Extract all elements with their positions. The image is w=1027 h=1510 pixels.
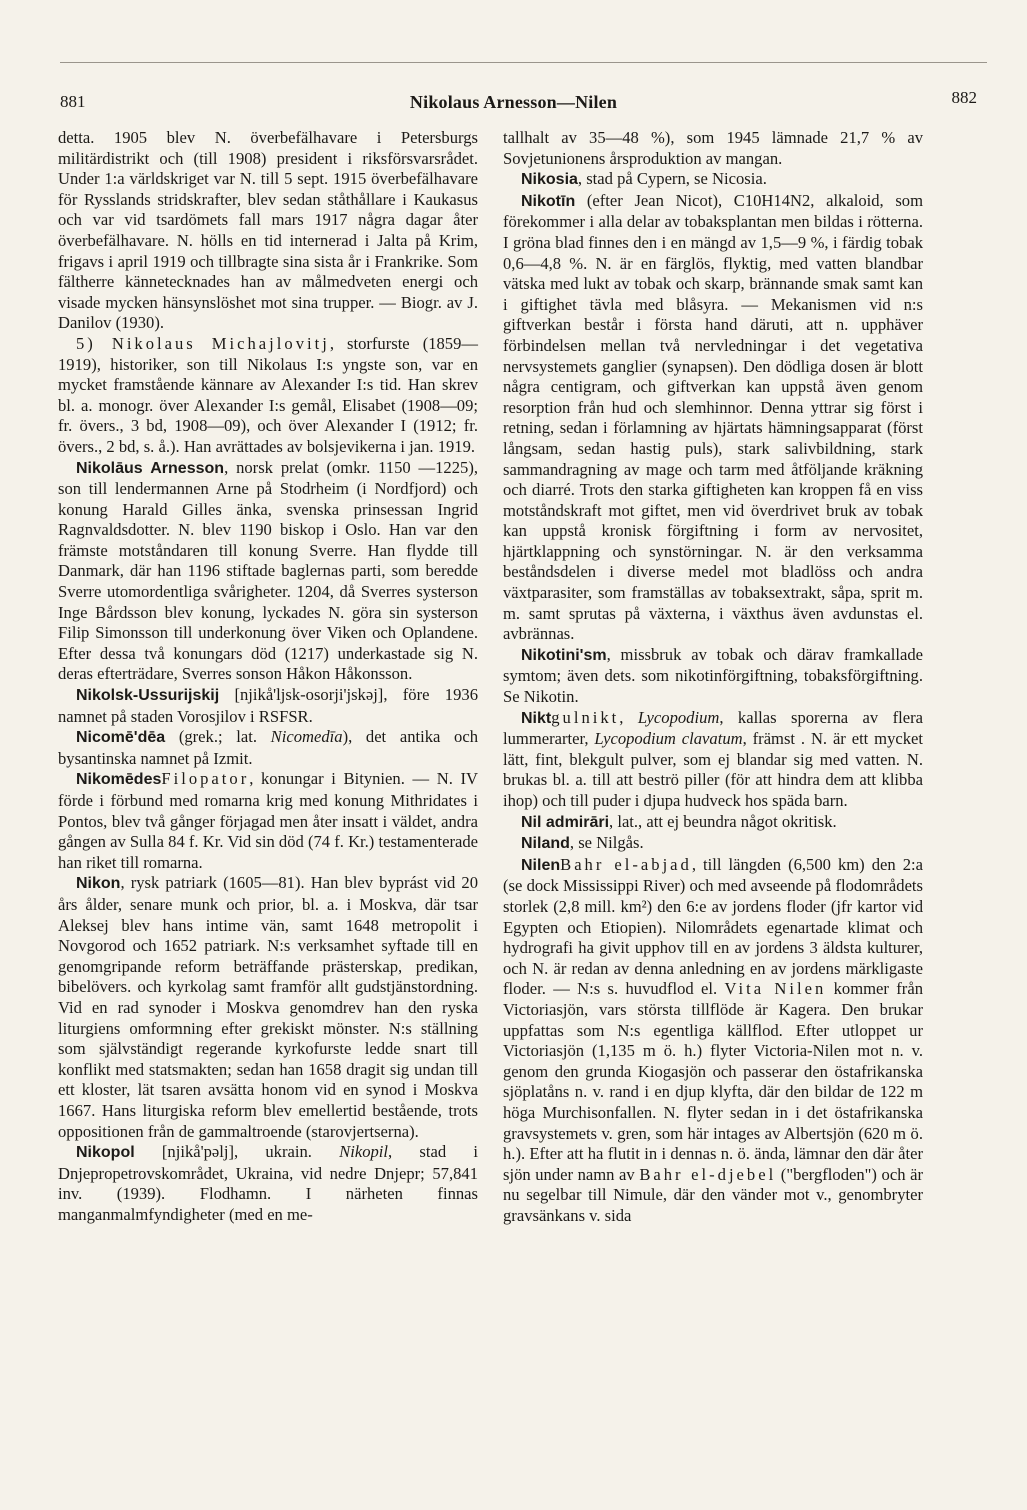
- right-column: [503, 128, 923, 1226]
- spaced-name: Filopator: [161, 769, 250, 789]
- entry-headword: Nikomēdes: [76, 771, 162, 789]
- top-rule: [60, 62, 987, 63]
- entry-text: , till längden (6,500 km) den 2:a (se dock Mississippi River) och med avseende på flodområdets storlek (2,8 mill. km²) den 6:e av jordens floder (jfr kartor vid Egypten och Etiopien). Nilområdets egenartade klimat och hydrografi ha givit upphov till en av jordens 3 äldsta kulturer, och N. är redan av denna anledning en av jordens märkligaste floder. — N:s s. huvudflod: [503, 854, 923, 999]
- entry-text: ,: [619, 707, 638, 727]
- entry-text: [njikå'ljsk-osorji'jskəj], före 1936 namnet på staden Vorosjilov i RSFSR.: [58, 685, 478, 726]
- article-entry: [58, 769, 478, 873]
- entry-text: . N. är ett mycket lätt, fint, blekgult pulver, som ej blandar sig med vatten. N. brukas bl. a. till att beströ piller (för att hindra dem att klibba ihop) och till puder i djupa hudveck hos späda barn.: [503, 729, 924, 810]
- entry-text: , konungar i Bitynien. — N. IV: [249, 769, 478, 789]
- entry-text: tallhalt av 35—48 %), som 1945 lämnade 21,7 % av Sovjetunionens årsproduktion av mangan.: [503, 128, 923, 168]
- entry-text: , lat., att ej beundra något okritisk.: [609, 811, 837, 831]
- entry-headword: Nilen: [521, 856, 561, 874]
- article-entry: [503, 645, 923, 708]
- entry-text: förde i förbund med romarna krig med konung Mithridates i Pontos, blev två gånger förjagad men åter insatt i väldet, andra gången av Sulla 84 f. Kr. Vid sin död (74 f. Kr.) testamenterade han riket till romarna.: [58, 791, 478, 872]
- article-entry: [503, 812, 923, 834]
- spaced-name: 5) Nikolaus Michajlovitj: [76, 333, 330, 353]
- entry-headword: Nikolsk-Ussurijskij: [76, 687, 220, 705]
- page-number-left: 881: [60, 92, 86, 111]
- entry-text: el.: [701, 979, 725, 999]
- entry-text: , främst: [742, 729, 801, 749]
- left-column: [58, 128, 478, 1225]
- entry-headword: Niland: [521, 835, 570, 853]
- entry-text: , storfurste (1859—1919), historiker, son till Nikolaus I:s yngste son, var en mycket framstående kännare av Alexander I:s tid. Han skrev bl. a. monogr. över Alexander I:s gemål, Elisabet (1908—09; fr. övers., 3 bd, 1908—09), och över Alexander I (1912; fr. övers., 2 bd, s. å.). Han avrättades av bolsjevikerna i jan. 1919.: [58, 333, 478, 456]
- italic-term: Lycopodium clavatum: [594, 729, 743, 749]
- italic-term: Lycopodium: [637, 707, 720, 727]
- entry-text: , stad på Cypern, se Nicosia.: [577, 169, 767, 189]
- article-entry: [503, 708, 923, 812]
- page-number-right: 882: [951, 88, 977, 107]
- article-entry: [503, 855, 923, 1227]
- entry-headword: Nikt: [521, 709, 552, 727]
- spaced-name: Bahr el-abjad: [560, 854, 692, 874]
- entry-text: , se Nilgås.: [569, 833, 644, 853]
- article-entry: [58, 334, 478, 458]
- article-entry: [503, 191, 923, 645]
- article-entry: [58, 873, 478, 1142]
- article-entry: [58, 1142, 478, 1225]
- italic-term: Nicomedīa: [270, 727, 343, 747]
- entry-text: (efter Jean Nicot), C10H14N2, alkaloid, som förekommer i alla delar av tobaksplantan men bildas i rötterna. I gröna blad finnes den i en mängd av 1,5—9 %, i färdig tobak 0,6—4,8 %. N. är en färglös, flyktig, med vatten blandbar vätska med lukt av tobak och skarp, brännande smak samt kan i giftighet tävla med blåsyra. — Mekanismen vid n:s giftverkan består i första hand däruti, att n. upphäver förbindelsen mellan två nervledningar i det vegetativa nervsystemets ganglier (synapsen). Den dödliga dosen är blott några centigram, och giftverkan kan uppstå även genom resorption från hud och slemhinnor. Denna yttrar sig först i retning, sedan i förlamning av hjärtats hämningsapparat (först långsam, sedan hastig puls), stark salivbildning, stark sammandragning av mage och tarm med åtföljande kräkning och diarré. Trots den starka giftigheten kan kroppen få en viss motståndskraft mot giftet, men vid överdrivet bruk av tobak kan uppstå kronisk förgiftning i form av nervositet, hjärtklappning och synstörningar. N. är den verksamma beståndsdelen i diverse medel mot bladlöss och andra växtparasiter, som framställas av tobaksextrakt, såpa, sprit m. m. samt sprutas på växterna, i växthus även avdunstas el. avbrännas.: [503, 190, 923, 644]
- entry-text: [njikå'pəlj], ukrain.: [134, 1142, 340, 1162]
- spaced-name: Vita Nilen: [724, 979, 827, 999]
- italic-term: Nikopil: [339, 1142, 389, 1162]
- entry-text: ), det antika och bysantinska namnet på Izmit.: [58, 727, 478, 768]
- entry-headword: Nikopol: [76, 1144, 135, 1162]
- entry-headword: Nicomē'dēa: [76, 729, 166, 747]
- article-entry: [503, 833, 923, 855]
- spaced-name: gulnikt: [551, 707, 620, 727]
- entry-text: ("bergfloden") och är nu segelbar till Nimule, där den vänder mot v., genombryter gravsänkans v. sida: [503, 1164, 923, 1225]
- article-entry: [503, 128, 923, 169]
- entry-text: , norsk prelat (omkr. 1150 —1225), son till lendermannen Arne på Stodrheim (i Nordfjord) och konung Harald Gilles änka, svenska prinsessan Ingrid Ragnvaldsdotter. N. blev 1190 biskop i Oslo. Han var den främste motståndaren till konung Sverre. Han flydde till Danmark, där han 1196 stiftade baglernas parti, som beredde Sverre utomordentliga svårigheter. 1204, då Sverres systerson Inge Bårdsson blev konung, lyckades N. göra sin systerson Filip Simonsson till underkonung över Viken och Oplandene. Efter dessa två konungars död (1217) underkastade sig N. deras efterträdare, Sverres sonson Håkon Håkonsson.: [58, 457, 478, 684]
- entry-text: kommer från Victoriasjön, vars största tillflöde är Kagera. Den brukar uppfattas som N:s egentliga källflod. Efter utloppet ur Victoriasjön (1,135 m ö. h.) flyter Victoria-Nilen mot n. v. genom den grunda Kiogasjön och passerar den östafrikanska sjöplatåns n. v. rand i en djup klyfta, där den bildar de 122 m höga Murchisonfallen. N. flyter sedan in i det östafrikanska gravsystemets v. gren, som här intages av Albertsjön (620 m ö. h.). Efter att ha flutit in i dennas n. ö. ända, lämnar den där åter sjön under namn av: [503, 979, 923, 1184]
- entry-text: (grek.; lat.: [165, 727, 271, 747]
- article-entry: [503, 169, 923, 191]
- running-title: Nikolaus Arnesson—Nilen: [409, 92, 618, 112]
- entry-text: , rysk patriark (1605—81). Han blev byprást vid 20 års ålder, senare munk och prior, bl. a. i Moskva, där tsar Aleksej blev hans intime vän, samt 1648 metropolit i Novgorod och 1652 patriark. N:s verksamhet syftade till en genomgripande reform beträffande prästerskap, predikan, bibelövers. och kyrkolag samt framför allt gudstjänstordning. Vid en rad synoder i Moskva genomdrev han den ryska liturgiens omformning efter grekiskt mönster. N:s ställning som självständigt regerande kyrkofurste ledde snart till konflikt med statsmakten; sedan han 1658 dragit sig undan till ett kloster, lät tsaren avsätta honom vid en synod i Moskva 1667. Hans liturgiska reform blev emellertid bestående, trots oppositionen från de gammaltroende (starovjertserna).: [58, 873, 478, 1141]
- page-header: [60, 88, 977, 122]
- entry-text: , stad i Dnjepropetrovskområdet, Ukraina, vid nedre Dnjepr; 57,841 inv. (1939). Flodhamn. I närheten finnas manganmalmfyndigheter (med en me-: [58, 1142, 478, 1224]
- article-entry: [58, 727, 478, 769]
- article-entry: [58, 685, 478, 727]
- entry-text: , kallas sporerna av flera lummerarter,: [503, 707, 923, 749]
- entry-headword: Nikotini'sm: [521, 646, 607, 664]
- entry-headword: Nikon: [76, 875, 121, 893]
- spaced-name: Bahr el-djebel: [639, 1164, 777, 1184]
- entry-text: , missbruk av tobak och därav framkallade symtom; även dets. som nikotinförgiftning, tobaksförgiftning. Se Nikotin.: [503, 644, 923, 707]
- article-entry: [58, 128, 478, 334]
- article-entry: [58, 458, 478, 686]
- entry-headword: Nikosia: [521, 171, 578, 189]
- entry-headword: Nil admirāri: [521, 813, 610, 831]
- entry-headword: Nikotīn: [521, 192, 576, 210]
- entry-headword: Nikolāus Arnesson: [76, 459, 225, 477]
- entry-text: detta. 1905 blev N. överbefälhavare i Petersburgs militärdistrikt och (till 1908) president i riksförsvarsrådet. Under 1:a världskriget var N. till 5 sept. 1915 överbefälhavare för Rysslands stridskrafter, blev sedan ståthållare i Kaukasus och var vid tsardömets fall mars 1917 några dagar åter överbefälhavare. N. hölls en tid internerad i Jalta på Krim, frigavs i april 1919 och tillbragte sina sista år i Frankrike. Som fältherre kännetecknades han av målmedveten energi och visade mycken hänsynslöshet mot sina trupper. — Biogr. av J. Danilov (1930).: [58, 128, 478, 333]
